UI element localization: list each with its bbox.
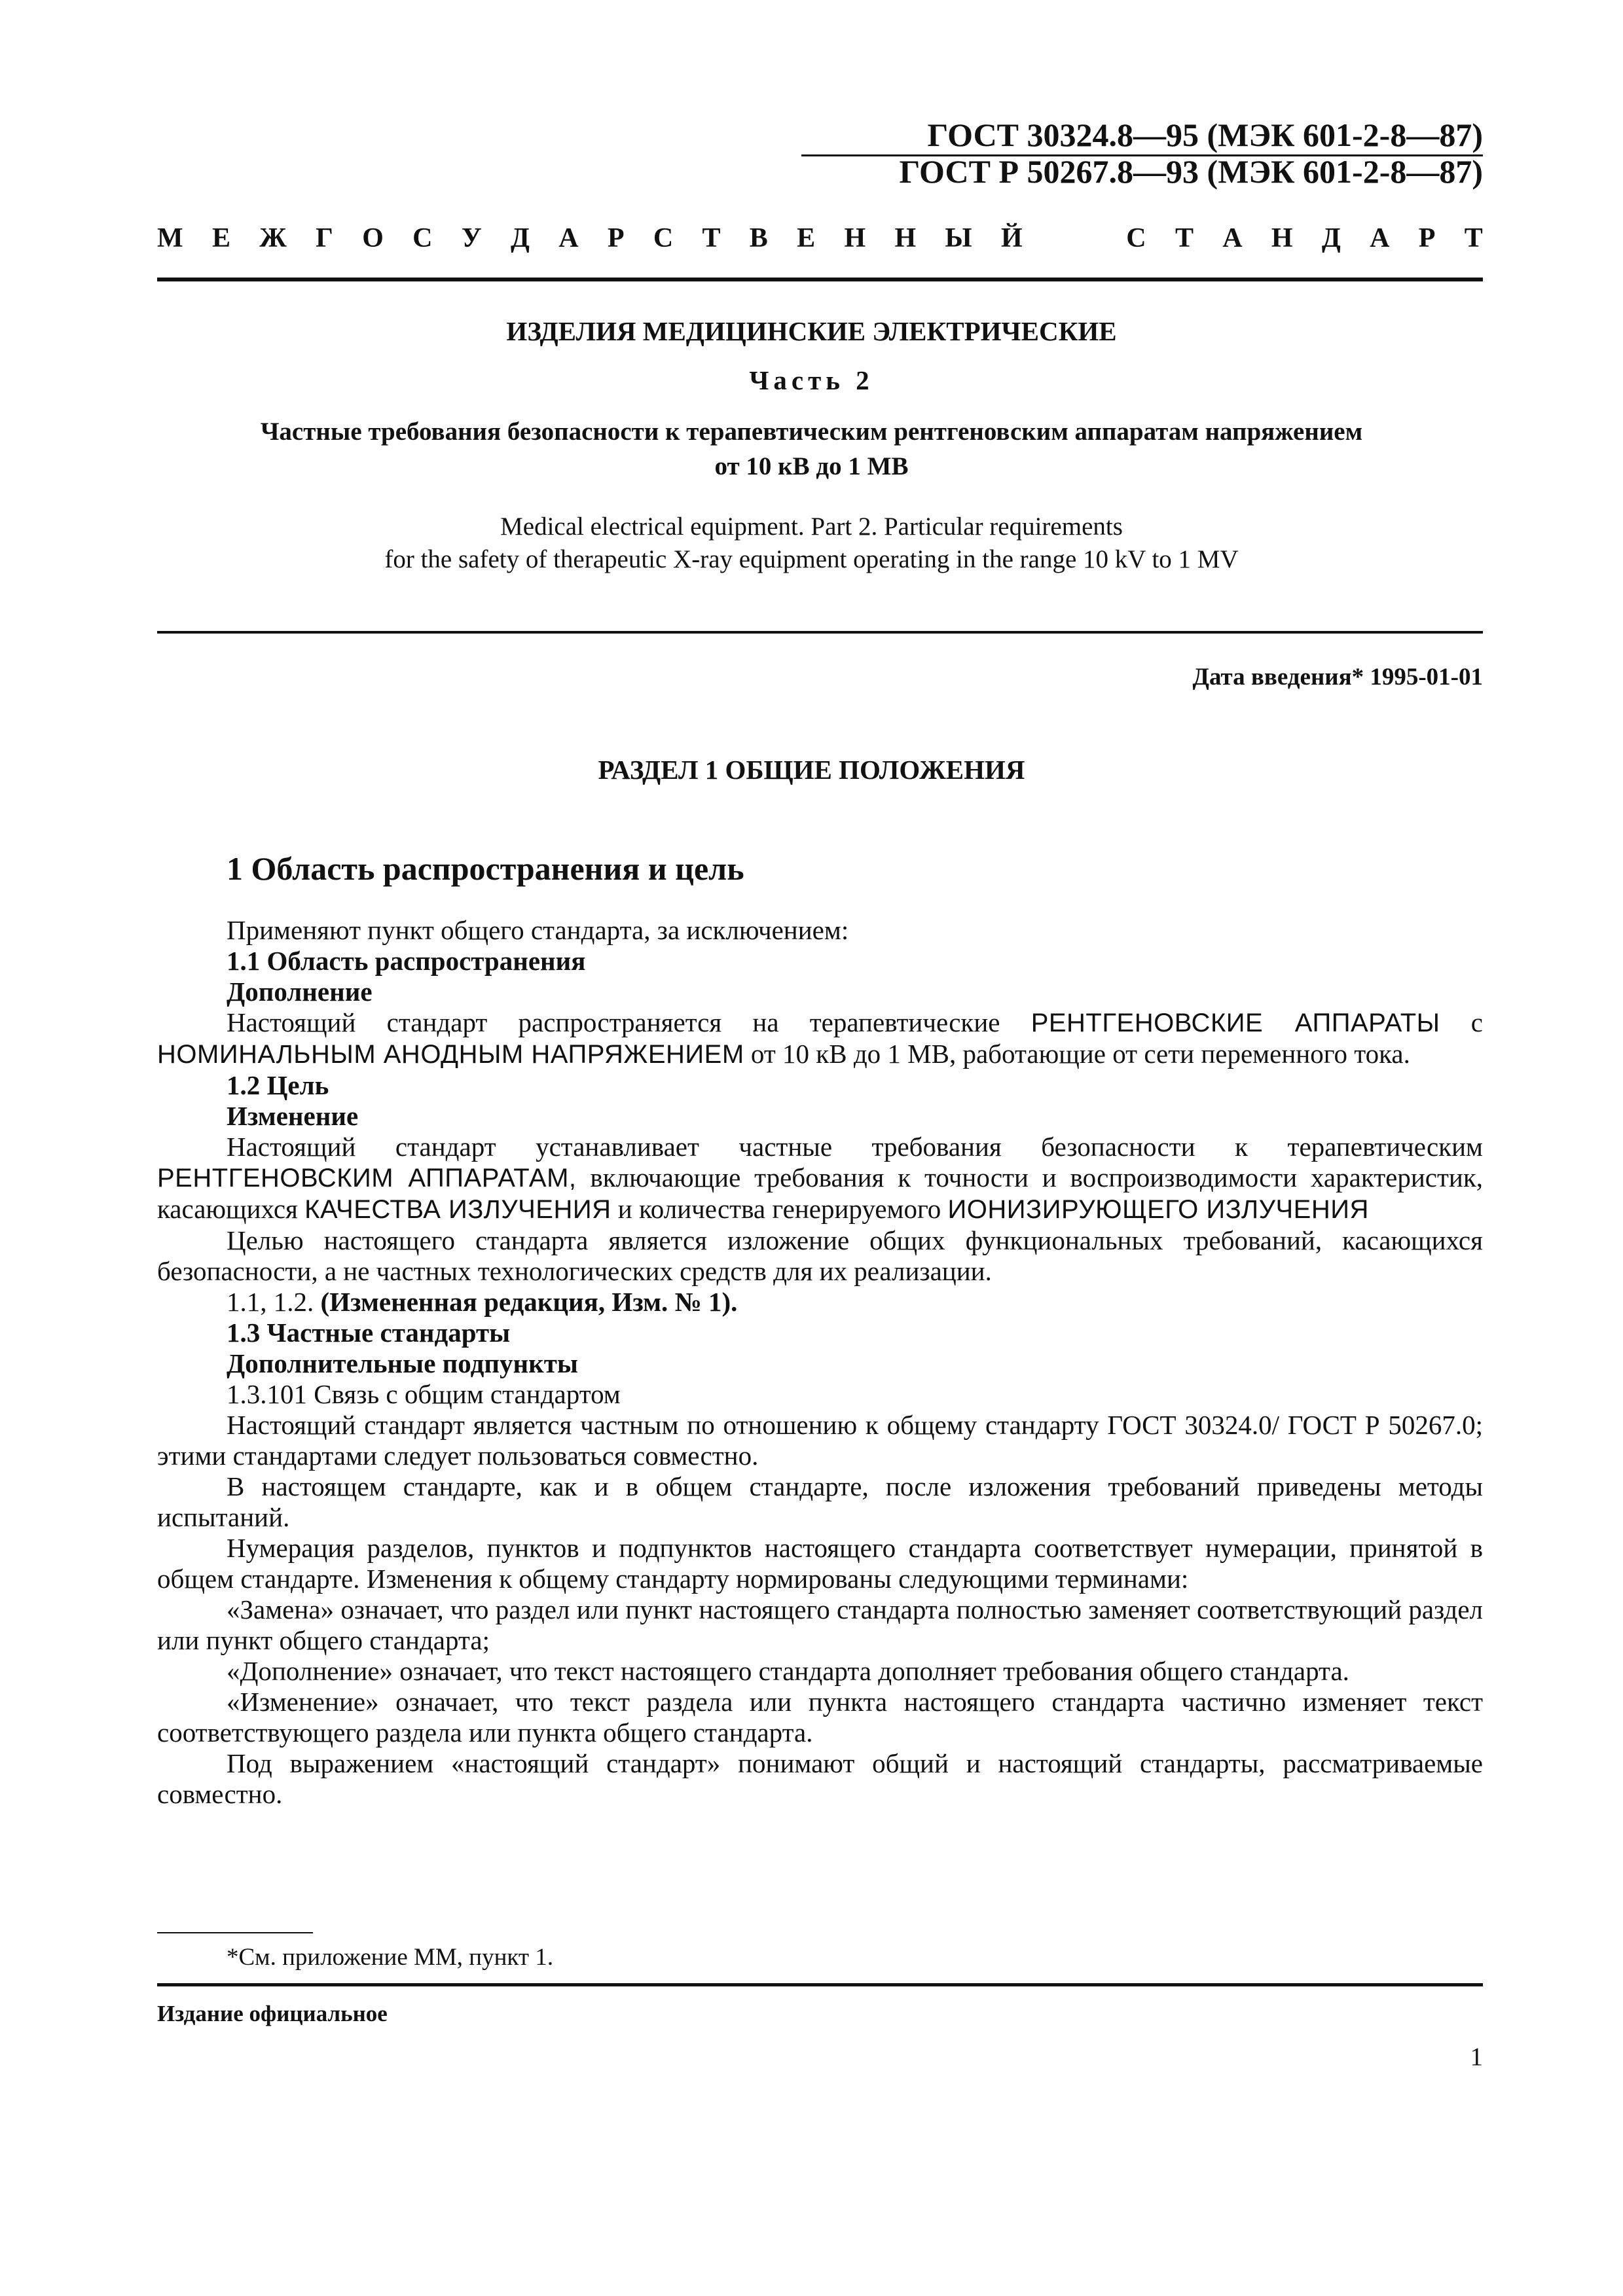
banner-letter: М [157, 223, 183, 253]
interstate-standard-banner [157, 219, 1483, 258]
section-title: РАЗДЕЛ 1 ОБЩИЕ ПОЛОЖЕНИЯ [598, 755, 1025, 785]
banner-letter: Р [1418, 223, 1436, 253]
text-run: и количества генерируемого [617, 1194, 941, 1224]
banner-letter: Р [607, 223, 625, 253]
amendment-note: (Измененная редакция, Изм. № 1). [320, 1287, 738, 1317]
clause-heading: 1 Область распространения и цель [227, 850, 744, 887]
text-run: включающие требования к точности и воспроизводимости характеристик, касающихся [157, 1162, 1483, 1224]
paragraph: Нумерация разделов, пунктов и подпунктов настоящего стандарта соответствует нумерации, принятой в общем стандарте. Изменения к общему стандарту нормированы следующими терминами: [157, 1533, 1483, 1594]
banner-letter: Й [1000, 223, 1023, 253]
banner-rule [157, 278, 1483, 281]
banner-letter: Т [702, 223, 721, 253]
banner-letter: Г [316, 223, 333, 253]
banner-letter: Н [894, 223, 917, 253]
introduction-date: Дата введения* 1995-01-01 [1192, 664, 1483, 691]
banner-letter: Н [844, 223, 866, 253]
page-number: 1 [1470, 2043, 1483, 2071]
paragraph: 1.3.101 Связь с общим стандартом [227, 1379, 621, 1409]
paragraph: Применяют пункт общего стандарта, за исключением: [227, 915, 849, 945]
document-title: ИЗДЕЛИЯ МЕДИЦИНСКИЕ ЭЛЕКТРИЧЕСКИЕ [506, 316, 1117, 346]
banner-letter: Е [211, 223, 230, 253]
banner-letter: Д [510, 223, 530, 253]
gost-designation-1: ГОСТ 30324.8—95 (МЭК 601-2-8—87) [927, 117, 1483, 153]
banner-letter: А [1222, 223, 1243, 253]
english-title-line1: Medical electrical equipment. Part 2. Particular requirements [500, 512, 1123, 541]
paragraph [157, 1132, 1483, 1225]
defined-term: РЕНТГЕНОВСКИМ АППАРАТАМ, [157, 1164, 577, 1193]
defined-term: РЕНТГЕНОВСКИЕ АППАРАТЫ [1030, 1009, 1440, 1037]
paragraph [157, 1007, 1483, 1070]
banner-letter: С [1126, 223, 1146, 253]
defined-term: НОМИНАЛЬНЫМ АНОДНЫМ НАПРЯЖЕНИЕМ [157, 1040, 744, 1069]
footnote-rule [157, 1932, 313, 1933]
gost-designation-2: ГОСТ Р 50267.8—93 (МЭК 601-2-8—87) [899, 153, 1483, 190]
amendment-term: Дополнительные подпункты [227, 1348, 578, 1378]
text-run: Настоящий стандарт устанавливает частные требования безопасности к терапевтическим [227, 1132, 1483, 1162]
paragraph: Целью настоящего стандарта является изложение общих функциональных требований, касающихся безопасности, а не частных технологических средств для их реализации. [157, 1225, 1483, 1286]
subclause-heading: 1.2 Цель [227, 1070, 329, 1100]
paragraph: В настоящем стандарте, как и в общем стандарте, после изложения требований приведены методы испытаний. [157, 1471, 1483, 1532]
document-subtitle-line1: Частные требования безопасности к терапевтическим рентгеновским аппаратам напряжением [260, 418, 1363, 446]
text-run: от 10 кВ до 1 МВ, работающие от сети переменного тока. [750, 1039, 1410, 1069]
banner-letter: Т [1175, 223, 1194, 253]
document-subtitle-line2: от 10 кВ до 1 МВ [714, 452, 909, 480]
banner-letter: Т [1464, 223, 1483, 253]
subclause-heading: 1.3 Частные стандарты [227, 1318, 511, 1348]
footer-rule [157, 1983, 1483, 1986]
paragraph [157, 1287, 1483, 1318]
defined-term: ИОНИЗИРУЮЩЕГО ИЗЛУЧЕНИЯ [947, 1195, 1369, 1224]
amendment-term: Изменение [227, 1101, 359, 1131]
text-run: с [1470, 1007, 1483, 1037]
text-run: Настоящий стандарт распространяется на терапевтические [227, 1007, 1000, 1037]
banner-letter: А [1370, 223, 1390, 253]
banner-letter: Ж [259, 223, 287, 253]
title-rule [157, 631, 1483, 634]
paragraph: Под выражением «настоящий стандарт» понимают общий и настоящий стандарты, рассматриваемые совместно. [157, 1748, 1483, 1809]
edition-label: Издание официальное [157, 2001, 388, 2026]
footnote: *См. приложение ММ, пункт 1. [227, 1944, 554, 1971]
banner-letter: Е [797, 223, 816, 253]
banner-letter: С [653, 223, 674, 253]
body-text [157, 915, 1483, 1810]
defined-term: КАЧЕСТВА ИЗЛУЧЕНИЯ [304, 1195, 611, 1224]
banner-gap [1051, 219, 1097, 258]
document-part: Часть 2 [749, 365, 874, 395]
english-title-line2: for the safety of therapeutic X-ray equipment operating in the range 10 kV to 1 MV [384, 545, 1239, 573]
banner-letter: С [412, 223, 433, 253]
paragraph: Настоящий стандарт является частным по отношению к общему стандарту ГОСТ 30324.0/ ГОСТ Р 50267.0; этими стандартами следует пользоваться совместно. [157, 1410, 1483, 1471]
banner-letter: Д [1321, 223, 1341, 253]
paragraph: «Дополнение» означает, что текст настоящего стандарта дополняет требования общего стандарта. [227, 1656, 1349, 1686]
paragraph: «Изменение» означает, что текст раздела или пункта настоящего стандарта частично изменяет текст соответствующего раздела или пункта общего стандарта. [157, 1687, 1483, 1748]
banner-letter: Ы [945, 223, 972, 253]
subclause-heading: 1.1 Область распространения [227, 946, 586, 976]
banner-letter: А [558, 223, 579, 253]
banner-letter: У [461, 223, 482, 253]
paragraph: «Замена» означает, что раздел или пункт настоящего стандарта полностью заменяет соответствующий раздел или пункт общего стандарта; [157, 1594, 1483, 1655]
amendment-term: Дополнение [227, 977, 373, 1007]
banner-letter: Н [1271, 223, 1293, 253]
banner-letter: В [749, 223, 768, 253]
banner-letter: О [362, 223, 384, 253]
text-run: 1.1, 1.2. [227, 1287, 314, 1317]
